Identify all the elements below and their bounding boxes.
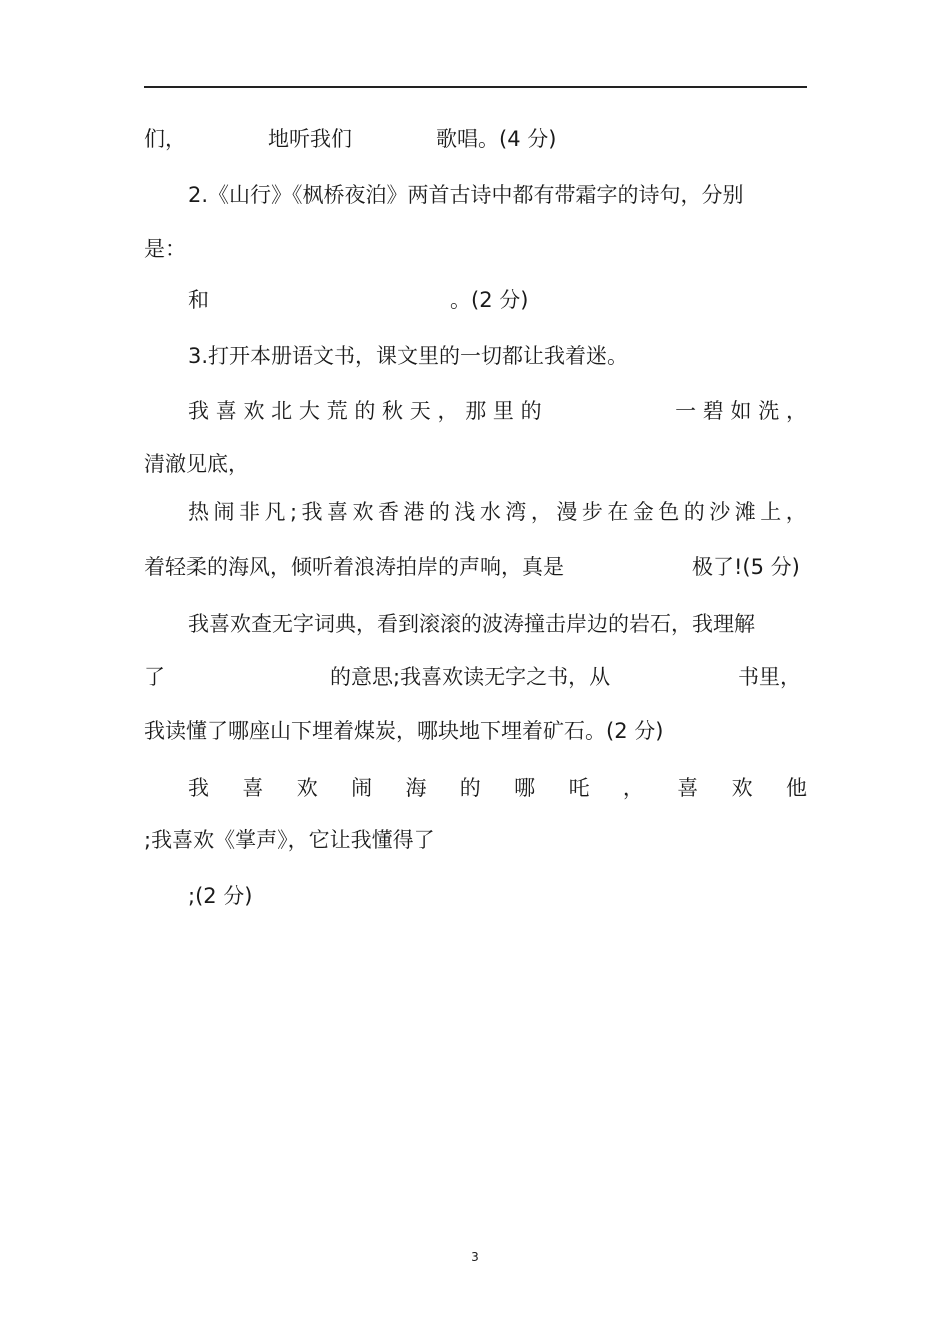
character: 北 <box>271 399 293 423</box>
character: 湾 <box>505 500 527 524</box>
question-2-text: 2.《山行》《枫桥夜泊》两首古诗中都有带霜字的诗句，分别 <box>188 183 744 207</box>
character: 欢 <box>243 399 265 423</box>
character: 闹 <box>351 776 373 800</box>
text-fragment: 的意思;我喜欢读无字之书，从 <box>330 665 611 689</box>
character: 步 <box>581 500 603 524</box>
character: 大 <box>298 399 320 423</box>
character: 的 <box>459 776 481 800</box>
character: 金 <box>632 500 654 524</box>
character: 的 <box>354 399 376 423</box>
character: 一 <box>675 399 697 423</box>
character: ， <box>785 399 807 423</box>
text-line: 清澈见底， <box>144 452 249 476</box>
character: 欢 <box>352 500 374 524</box>
character: 喜 <box>326 500 348 524</box>
character: 海 <box>405 776 427 800</box>
character: 喜 <box>242 776 264 800</box>
text-line: 是： <box>144 237 186 261</box>
text-fragment: 和 <box>188 288 209 312</box>
character: 热 <box>188 500 209 524</box>
justified-line <box>188 397 807 425</box>
text-line: 我喜欢查无字词典，看到滚滚的波涛撞击岸边的岩石，我理解 <box>188 612 755 636</box>
text-fragment: 着轻柔的海风，倾听着浪涛拍岸的声响，真是 <box>144 555 564 579</box>
character: 吒 <box>568 776 590 800</box>
text-fragment: 。(2 分) <box>450 288 529 312</box>
text-fragment: 极了!(5 分) <box>692 555 800 579</box>
character: 如 <box>730 399 752 423</box>
question-3-text: 3.打开本册语文书，课文里的一切都让我着迷。 <box>188 344 629 368</box>
character: 里 <box>492 399 514 423</box>
header-rule <box>144 86 807 88</box>
character: ， <box>530 500 552 524</box>
character: 上 <box>760 500 782 524</box>
text-fragment: 们， <box>144 127 186 151</box>
character: 水 <box>479 500 501 524</box>
character: 洗 <box>758 399 780 423</box>
character <box>548 397 668 425</box>
character: 欢 <box>296 776 318 800</box>
text-line: ;我喜欢《掌声》，它让我懂得了 <box>144 828 435 852</box>
character: 那 <box>465 399 487 423</box>
character: 非 <box>238 500 260 524</box>
character: 的 <box>520 399 542 423</box>
text-fragment: 地听我们 <box>268 127 352 151</box>
character: 色 <box>658 500 680 524</box>
character: 喜 <box>215 399 237 423</box>
character: ; <box>289 500 298 524</box>
character: 的 <box>428 500 450 524</box>
character: 浅 <box>454 500 476 524</box>
character: 喜 <box>677 776 699 800</box>
text-fragment: 歌唱。(4 分) <box>436 127 557 151</box>
character: 他 <box>785 776 807 800</box>
character: ， <box>437 399 459 423</box>
character: ， <box>622 776 644 800</box>
character: 沙 <box>709 500 731 524</box>
character: 香 <box>377 500 399 524</box>
justified-line <box>188 498 807 526</box>
character: 港 <box>403 500 425 524</box>
text-fragment: 了 <box>144 665 165 689</box>
character: 我 <box>188 399 209 423</box>
character: ， <box>785 500 807 524</box>
character: 的 <box>683 500 705 524</box>
character: 荒 <box>326 399 348 423</box>
character: 碧 <box>702 399 724 423</box>
character: 滩 <box>734 500 756 524</box>
character: 秋 <box>382 399 404 423</box>
page-number: 3 <box>471 1250 479 1264</box>
character: 在 <box>607 500 629 524</box>
character: 我 <box>188 776 209 800</box>
justified-line <box>188 774 807 802</box>
character: 漫 <box>556 500 578 524</box>
character: 凡 <box>264 500 286 524</box>
character: 我 <box>301 500 323 524</box>
character: 天 <box>409 399 431 423</box>
character: 闹 <box>213 500 235 524</box>
text-line: ;(2 分) <box>188 884 253 908</box>
character: 哪 <box>514 776 536 800</box>
character: 欢 <box>731 776 753 800</box>
text-fragment: 书里， <box>738 665 801 689</box>
text-line: 我读懂了哪座山下埋着煤炭，哪块地下埋着矿石。(2 分) <box>144 719 664 743</box>
